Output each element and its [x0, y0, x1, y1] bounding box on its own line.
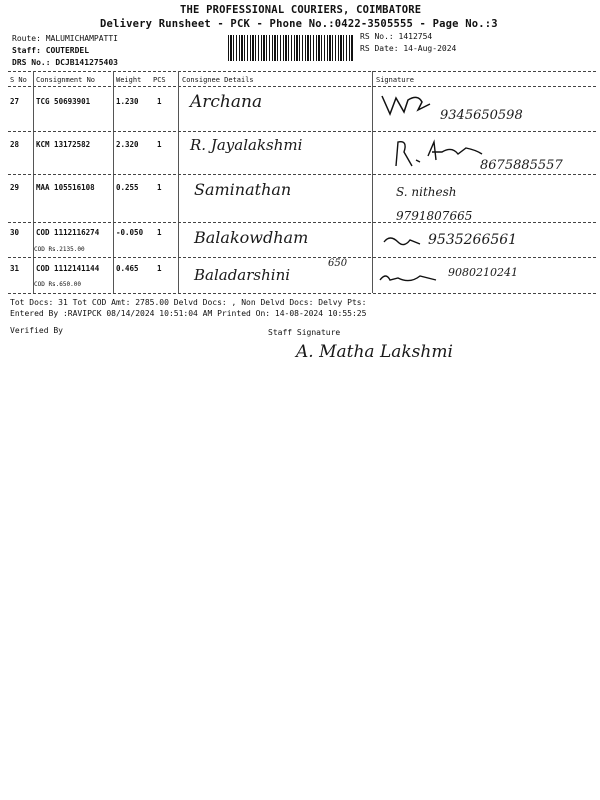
row-31-signature-phone: 9080210241: [448, 266, 518, 279]
row-28-consignee: R. Jayalakshmi: [190, 136, 303, 154]
row-27-consignee: Archana: [190, 92, 263, 112]
row-29-signature-text: S. nithesh 9791807665: [396, 185, 473, 223]
row-29-weight: 0.255: [116, 183, 139, 192]
col-header-pcs: PCS: [153, 76, 166, 84]
staff-signature-label: Staff Signature: [268, 328, 341, 337]
row-28-weight: 2.320: [116, 140, 139, 149]
row-31-weight: 0.465: [116, 264, 139, 273]
totals-line: Tot Docs: 31 Tot COD Amt: 2785.00 Delvd Docs: , Non Delvd Docs: Delvy Pts:: [10, 298, 367, 307]
row-27-pcs: 1: [157, 97, 162, 106]
barcode: [228, 35, 354, 61]
row-31-consignee: Baladarshini: [194, 266, 291, 284]
row-27-weight: 1.230: [116, 97, 139, 106]
row-31-signature: [376, 268, 446, 288]
row-29-sno: 29: [10, 183, 20, 192]
row-30-weight: -0.050: [116, 228, 144, 237]
company-title: THE PROFESSIONAL COURIERS, COIMBATORE: [180, 4, 422, 16]
col-header-sno: S No: [10, 76, 27, 84]
col-header-signature: Signature: [376, 76, 414, 84]
row-31-consignment: COD 1112141144: [36, 264, 100, 273]
row-27-consignment: TCG 50693901: [36, 97, 91, 106]
staff-label: Staff: COUTERDEL: [12, 46, 90, 55]
row-30-consignee: Balakowdham: [194, 228, 309, 247]
col-header-consignment: Consignment No: [36, 76, 96, 84]
row-28-signature-phone: 8675885557: [480, 158, 563, 173]
row-28-pcs: 1: [157, 140, 162, 149]
row-27-signature: [378, 90, 438, 122]
row-29-consignment: MAA 105516108: [36, 183, 95, 192]
row-30-pcs: 1: [157, 228, 162, 237]
row-27-sno: 27: [10, 97, 20, 106]
row-28-consignment: KCM 13172582: [36, 140, 91, 149]
rs-number: RS No.: 1412754: [360, 32, 433, 41]
row-28-sno: 28: [10, 140, 20, 149]
route-label: Route: MALUMICHAMPATTI: [12, 34, 118, 43]
entered-by-line: Entered By :RAVIPCK 08/14/2024 10:51:04 AM Printed On: 14-08-2024 10:55:25: [10, 309, 367, 318]
row-31-pcs: 1: [157, 264, 162, 273]
staff-signature: A. Matha Lakshmi: [296, 342, 453, 362]
drs-number: DRS No.: DCJB141275403: [12, 58, 118, 67]
row-31-cod-amount: COD Rs.650.00: [34, 281, 81, 288]
row-29-consignee: Saminathan: [194, 180, 292, 199]
row-30-sno: 30: [10, 228, 20, 237]
col-header-weight: Weight: [116, 76, 142, 84]
row-27-signature-phone: 9345650598: [440, 108, 523, 123]
row-29-pcs: 1: [157, 183, 162, 192]
row-30-consignment: COD 1112116274: [36, 228, 100, 237]
row-31-consignee-note: 650: [328, 258, 348, 269]
col-header-consignee: Consignee Details: [182, 76, 254, 84]
rs-date: RS Date: 14-Aug-2024: [360, 44, 457, 53]
verified-by-label: Verified By: [10, 326, 63, 335]
row-30-cod-amount: COD Rs.2135.00: [34, 246, 85, 253]
row-31-sno: 31: [10, 264, 20, 273]
row-30-signature-phone: 9535266561: [428, 232, 518, 248]
runsheet-title: Delivery Runsheet - PCK - Phone No.:0422-3505555 - Page No.:3: [100, 18, 498, 30]
row-28-signature: [392, 136, 502, 172]
row-30-signature: [380, 232, 426, 252]
